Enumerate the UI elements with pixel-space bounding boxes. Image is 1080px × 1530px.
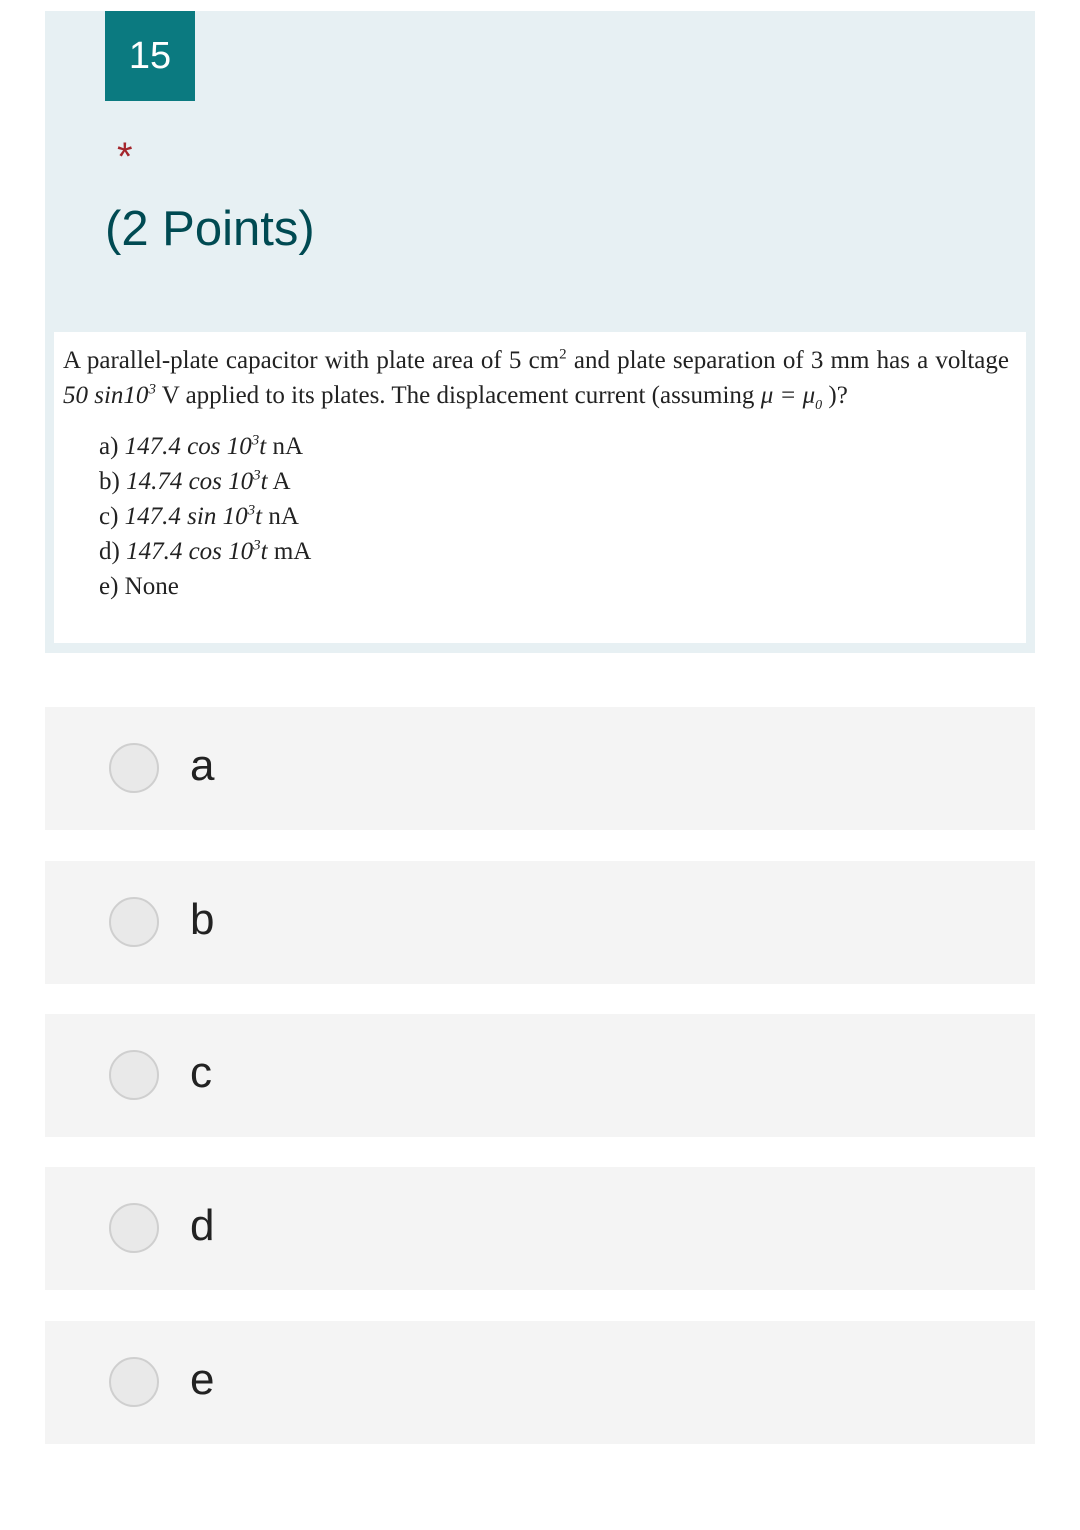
question-choice: b) 14.74 $\cos 10^3t$ A — [99, 467, 291, 495]
mu-subscript: 0 — [815, 398, 823, 413]
question-choice: c) 147.4 $\sin 10^3t$ nA — [99, 502, 299, 530]
answer-option-label: e — [190, 1355, 215, 1404]
question-number-badge: 15 — [105, 11, 195, 101]
question-text-end: )? — [822, 382, 848, 409]
voltage-expression: 50 sin10 — [63, 382, 149, 409]
question-choice: a) 147.4 $\cos 10^3t$ nA — [99, 432, 304, 460]
radio-button[interactable] — [109, 1203, 159, 1253]
answer-option-label: d — [190, 1201, 215, 1250]
question-choice: d) 147.4 $\cos 10^3t$ mA — [99, 537, 312, 565]
required-marker: * — [117, 135, 133, 179]
answer-option-c[interactable] — [45, 1014, 1035, 1137]
answer-option-b[interactable] — [45, 861, 1035, 984]
question-text-part: A parallel-plate capacitor with plate area of 5 cm — [63, 347, 560, 374]
answer-option-label: c — [190, 1048, 212, 1097]
answer-option-e[interactable] — [45, 1321, 1035, 1444]
question-choice: e) None — [99, 573, 179, 600]
answer-option-label: a — [190, 741, 215, 790]
question-image-box — [54, 332, 1026, 643]
question-text-part: and plate separation of 3 mm has a voltage — [566, 347, 1009, 374]
radio-button[interactable] — [109, 743, 159, 793]
answer-option-a[interactable] — [45, 707, 1035, 830]
question-points: (2 Points) — [105, 202, 315, 256]
radio-button[interactable] — [109, 1357, 159, 1407]
answer-option-label: b — [190, 895, 215, 944]
question-text-part: V applied to its plates. The displacement current (assuming — [155, 382, 761, 409]
question-choices-list — [99, 429, 1009, 604]
radio-button[interactable] — [109, 897, 159, 947]
answer-option-d[interactable] — [45, 1167, 1035, 1290]
question-text-sup: 2 — [559, 346, 567, 363]
question-text — [63, 343, 1009, 413]
voltage-exponent: 3 — [148, 381, 156, 398]
mu-expression: μ = μ — [760, 382, 816, 409]
radio-button[interactable] — [109, 1050, 159, 1100]
question-card — [45, 11, 1035, 653]
